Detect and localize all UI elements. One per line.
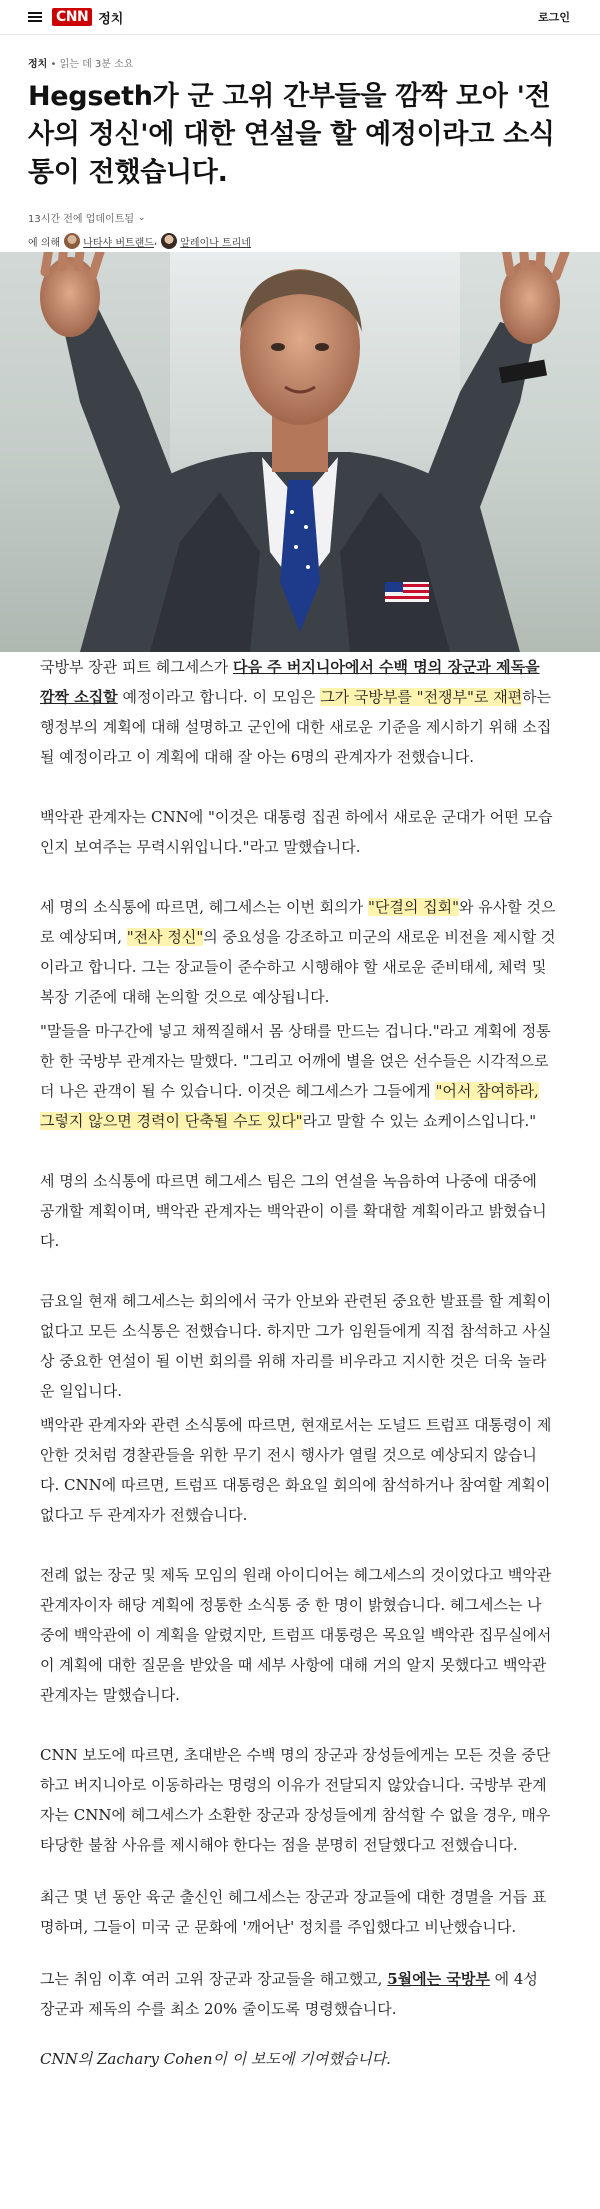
byline-separator: , (153, 235, 158, 247)
article-paragraph: 최근 몇 년 동안 육군 출신인 헤그세스는 장군과 장교들에 대한 경멸을 거듭 표명하며, 그들이 미국 군 문화에 '깨어난' 정치를 주입했다고 비난했습니다. (40, 1888, 547, 1936)
updated-text: 13시간 전에 업데이트됨 (28, 214, 135, 225)
hamburger-menu-icon[interactable] (28, 12, 42, 22)
updated-timestamp[interactable] (0, 192, 600, 225)
inline-link[interactable]: 5월에는 국방부 (387, 1970, 490, 1988)
cnn-logo[interactable]: CNN (52, 8, 92, 26)
contributor-credit: CNN의 Zachary Cohen이 이 보도에 기여했습니다. (40, 2050, 391, 2068)
read-time: • 읽는 데 3분 소요 (50, 59, 134, 70)
highlight: "전사 정신" (126, 928, 204, 946)
inline-link[interactable]: 다음 주 버지니아에서 수백 명의 장군과 제독을 깜짝 소집할 (40, 658, 540, 706)
article-meta (0, 35, 600, 70)
highlight: 그가 국방부를 "전쟁부"로 재편 (320, 688, 523, 706)
article-paragraph: 금요일 현재 헤그세스는 회의에서 국가 안보와 관련된 중요한 발표를 할 계획이 없다고 모든 소식통은 전했습니다. 하지만 그가 임원들에게 직접 참석하고 사실상 중요한 연설이 될 이번 회의를 위해 자리를 비우라고 지시한 것은 더욱 놀라운 일입니다. (40, 1292, 552, 1400)
article-paragraph: 그는 취임 이후 여러 고위 장군과 장교들을 해고했고, 5월에는 국방부 에 4성 장군과 제독의 수를 최소 20% 줄이도록 명령했습니다. (40, 1970, 538, 2018)
article-body (40, 650, 556, 2074)
author-avatar[interactable] (161, 233, 177, 249)
byline-prefix: 에 의해 (28, 237, 61, 249)
article-paragraph: 백악관 관계자는 CNN에 "이것은 대통령 집권 하에서 새로운 군대가 어떤 모습인지 보여주는 무력시위입니다."라고 말했습니다. (40, 808, 553, 856)
author-avatar[interactable] (64, 233, 80, 249)
article-paragraph: "말들을 마구간에 넣고 채찍질해서 몸 상태를 만드는 겁니다."라고 계획에 정통한 한 국방부 관계자는 말했다. "그리고 어깨에 별을 얹은 선수들은 시각적으로 더 나은 관객이 될 수 있습니다. 이것은 헤그세스가 그들에게 "어서 참여하라, 그렇지 않으면 경력이 단축될 수도 있다"라고 말할 수 있는 쇼케이스입니다." (40, 1022, 551, 1130)
login-button[interactable]: 로그인 (538, 11, 570, 24)
author-link[interactable]: 나타샤 버트랜드 (83, 237, 154, 249)
author-link[interactable]: 알레이나 트리네 (180, 237, 251, 249)
headline: Hegseth가 군 고위 간부들을 깜짝 모아 '전사의 정신'에 대한 연설을 할 예정이라고 소식통이 전했습니다. (28, 81, 555, 188)
section-title[interactable]: 정치 (98, 11, 124, 27)
article-paragraph: 세 명의 소식통에 따르면, 헤그세스는 이번 회의가 "단결의 집회"와 유사할 것으로 예상되며, "전사 정신"의 중요성을 강조하고 미군의 새로운 비전을 제시할 것이라고 합니다. 그는 장교들이 준수하고 시행해야 할 새로운 준비태세, 체력 및 복장 기준에 대해 논의할 것으로 예상됩니다. (40, 898, 556, 1006)
article-paragraph: 국방부 장관 피트 헤그세스가 다음 주 버지니아에서 수백 명의 장군과 제독을 깜짝 소집할 예정이라고 합니다. 이 모임은 그가 국방부를 "전쟁부"로 재편하는 행정부의 계획에 대해 설명하고 군인에 대한 새로운 기준을 제시하기 위해 소집될 예정이라고 이 계획에 대해 잘 아는 6명의 관계자가 전했습니다. (40, 658, 552, 766)
category-link[interactable]: 정치 (28, 59, 48, 70)
highlight: "단결의 집회" (367, 898, 459, 916)
article-paragraph: 전례 없는 장군 및 제독 모임의 원래 아이디어는 헤그세스의 것이었다고 백악관 관계자이자 해당 계획에 정통한 소식통 중 한 명이 밝혔습니다. 헤그세스는 나중에 백악관에 이 계획을 알렸지만, 트럼프 대통령은 목요일 백악관 집무실에서 이 계획에 대한 질문을 받았을 때 세부 사항에 대해 거의 알지 못했다고 백악관 관계자는 말했습니다. (40, 1566, 552, 1704)
chevron-down-icon[interactable]: ⌄ (138, 212, 146, 223)
hero-photo (0, 252, 600, 652)
article-paragraph: 백악관 관계자와 관련 소식통에 따르면, 현재로서는 도널드 트럼프 대통령이 제안한 것처럼 경찰관들을 위한 무기 전시 행사가 열릴 것으로 예상되지 않습니다. CNN에 따르면, 트럼프 대통령은 화요일 회의에 참석하거나 참여할 계획이 없다고 두 관계자가 전했습니다. (40, 1416, 552, 1524)
byline (0, 225, 600, 249)
hero-photo-illustration (0, 252, 600, 652)
highlight: "어서 참여하라, 그렇지 않으면 경력이 단축될 수도 있다" (40, 1082, 539, 1130)
article-paragraph: 세 명의 소식통에 따르면 헤그세스 팀은 그의 연설을 녹음하여 나중에 대중에 공개할 계획이며, 백악관 관계자는 백악관이 이를 확대할 계획이라고 밝혔습니다. (40, 1172, 547, 1250)
article-paragraph: CNN 보도에 따르면, 초대받은 수백 명의 장군과 장성들에게는 모든 것을 중단하고 버지니아로 이동하라는 명령의 이유가 전달되지 않았습니다. 국방부 관계자는 CNN에 헤그세스가 소환한 장군과 장성들에게 참석할 수 없을 경우, 매우 타당한 불참 사유를 제시해야 한다는 점을 분명히 전달했다고 전했습니다. (40, 1746, 551, 1854)
top-navigation-bar (0, 0, 600, 35)
